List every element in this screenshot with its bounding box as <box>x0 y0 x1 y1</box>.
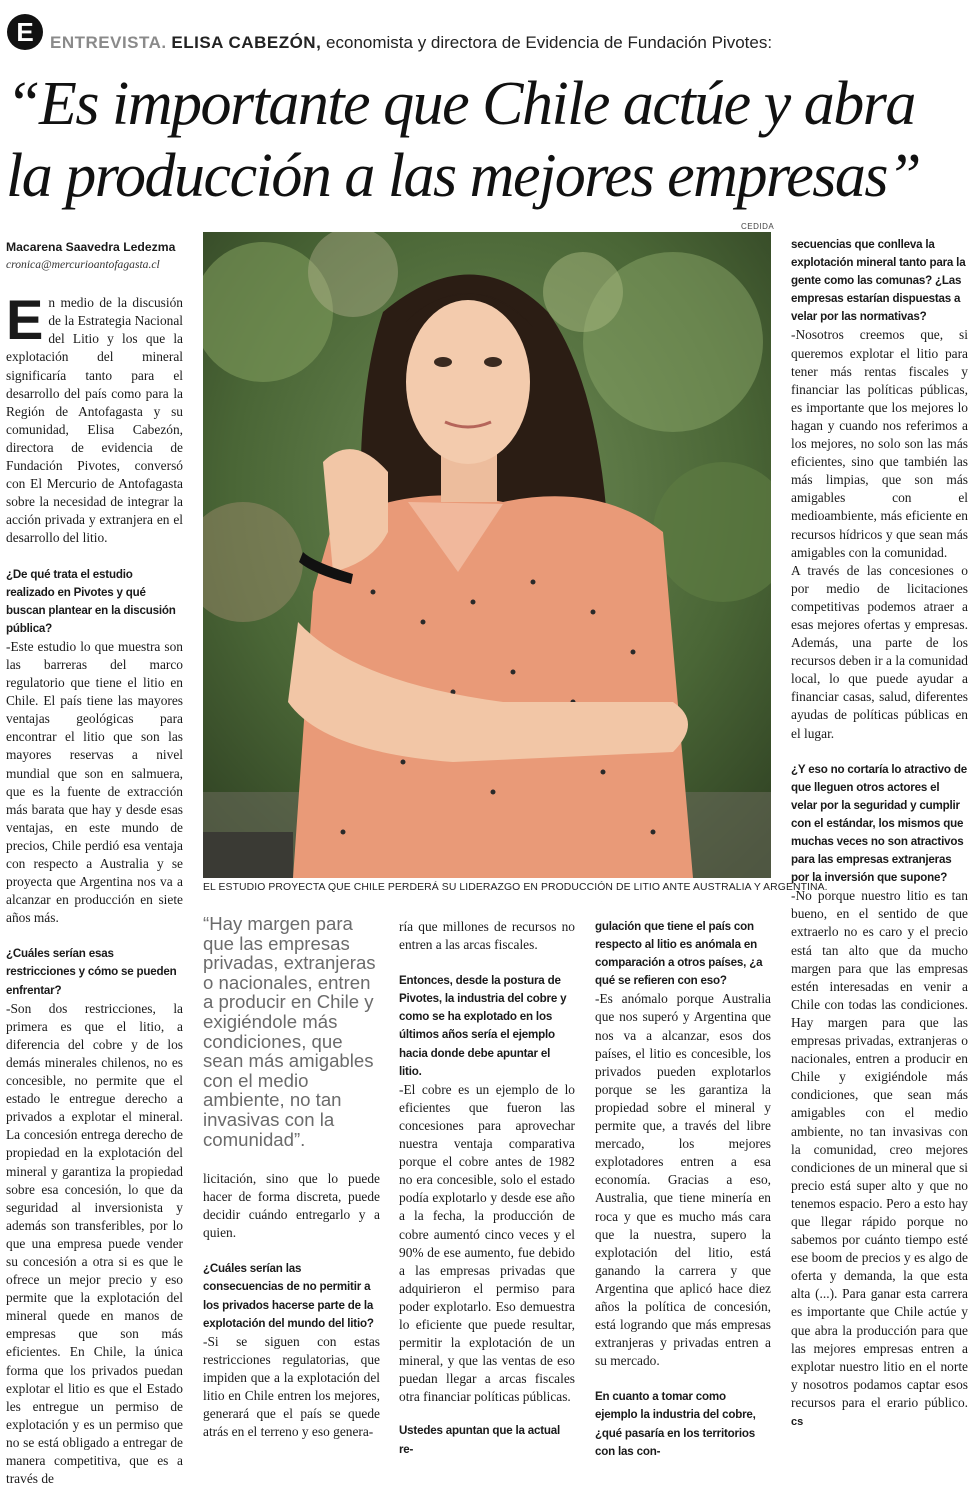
answer: -No porque nuestro litio es tan bueno, en el sentido de que extraerlo no es caro y el precio está tan alto que da mucho margen para que las empresas estén interesadas en venir a Chile con todas las condiciones. Hay margen para que las empresas privadas, extranjeras o nacionales, entren a producir en Chile y exigiéndole más condiciones, que sean más amigables con el medio ambiente, no tan invasivas con la comunidad, creo mejores condiciones de un mineral que si precio está super alto y que no tenemos espacio. Pero a esto hay que llegar rápido porque no sabemos por cuánto tiempo esté ese boom de precios y es algo de oferta y demanda, la que esta alta (...). Para ganar esta carrera es importante que Chile actúe y que abra la producción para que las mejores empresas entren a explotar nuestro litio en el norte y nosotros podamos captar esos recursos para el erario público. cs <box>791 888 968 1428</box>
question: En cuanto a tomar como ejemplo la industria del cobre, ¿qué pasaría en los territorios con las con- <box>595 1390 756 1458</box>
photo-credit: CEDIDA <box>741 222 775 231</box>
answer: -Son dos restricciones, la primera es que el litio, a diferencia del cobre y de los demás minerales chilenos, no es concesible, no permite que el estado le entregue derecho a privados a explotar el mineral. La concesión entrega derecho de propiedad en la explotación del mineral y garantiza la propiedad sobre esa concesión, lo que da seguridad al inversionista y además son transferibles, por lo que una empresa puede vender su concesión a otra si es que le ofrece un mejor precio y eso permite que la explotación del mineral quede en manos de empresas que son más eficientes. En Chile, la única forma que los privados puedan explotar el litio es que el Estado les entregue un permiso de explotación y es un permiso que no se está obligado a entregar de manera competitiva, que es a través de <box>6 1000 183 1487</box>
pull-quote: “Hay margen para que las empresas privadas, extranjeras o nacionales, entren a producir en Chile y exigiéndole más condiciones, que sean más amigables con el medio ambiente, no tan invasivas con la comunidad”. <box>203 913 376 1150</box>
question: Entonces, desde la postura de Pivotes, la industria del cobre y como se ha explotado en los últimos años sería el ejemplo hacia donde debe apuntar el litio. <box>399 974 567 1078</box>
end-mark: cs <box>791 1416 804 1428</box>
column-2 <box>203 1170 380 1441</box>
section-badge: E <box>7 14 43 50</box>
answer: -Nosotros creemos que, si queremos explotar el litio para tener más rentas fiscales y financiar las políticas públicas, es importante que los mejores lo hagan y cuando nos referimos a los mejores, no solo son las más eficientes, sino que también las más limpias, que son más amigables con el medioambiente, más eficiente en recursos hídricos y que sean más amigables con la comunidad. <box>791 327 968 560</box>
interviewee-name: ELISA CABEZÓN, <box>171 33 322 52</box>
kicker <box>50 33 772 53</box>
answer-continued: ría que millones de recursos no entren a las arcas fiscales. <box>399 919 575 953</box>
answer: -El cobre es un ejemplo de lo eficientes que fueron las concesiones para aprovechar nuestra ventaja comparativa porque el cobre antes de 1982 no era concesible, solo el estado podía explotarlo y desde ese año a la fecha, la producción de cobre aumentó cinco veces y el 90% de ese aumento, fue debido a las empresas privadas que adquirieron el permiso para poder explotarlo. Eso demuestra lo eficiente que puede resultar, permitir la explotación de un mineral, y que las ventas de eso puedan llegar a arcas fiscales otra financiar políticas públicas. <box>399 1081 575 1405</box>
column-1 <box>6 238 183 1488</box>
answer: A través de las concesiones o por medio de licitaciones competitivas podemos atraer a esas mejores ofertas y empresas. Además, una parte de los recursos deben ir a la comunidad local, lo que puede ayudar a financiar casas, salud, diferentes ayudas de políticas públicas en el lugar. <box>791 562 968 741</box>
question: ¿De qué trata el estudio realizado en Pivotes y qué buscan plantear en la discusión pública? <box>6 567 176 635</box>
question-continued: gulación que tiene el país con respecto al litio es anómala en comparación a otros países, ¿a qué se refieren con eso? <box>595 920 763 988</box>
question-continued: secuencias que conlleva la explotación mineral tanto para la gente como las comunas? ¿Las empresas estarían dispuestas a velar por las normativas? <box>791 238 966 324</box>
answer: -Este estudio lo que muestra son las barreras del marco regulatorio que tiene el litio en Chile. El país tiene las mayores ventajas geológicas para encontrar el litio que son las mayores reservas a nivel mundial que son en salmuera, que es la fuente de extracción más barata que hay y desde esas ventajas, en este mundo de precios, Chile perdió esa ventaja con respecto a Australia y se proyecta que Argentina nos va a alcanzar en producción en siete años más. <box>6 638 183 926</box>
portrait-illustration <box>203 232 771 878</box>
photo-caption: EL ESTUDIO PROYECTA QUE CHILE PERDERÁ SU LIDERAZGO EN PRODUCCIÓN DE LITIO ANTE AUSTRALIA Y ARGENTINA. <box>203 882 828 893</box>
byline-author: Macarena Saavedra Ledezma <box>6 240 176 254</box>
question: Ustedes apuntan que la actual re- <box>399 1424 561 1456</box>
portrait-photo <box>203 232 771 878</box>
lead-paragraph: En medio de la discusión de la Estrategia Nacional del Litio y los que la explotación del mineral significaría tanto para el desarrollo del país como para la Región de Antofagasta y su comunidad, Elisa Cabezón, directora de evidencia de Fundación Pivotes, conversó con El Mercurio de Antofagasta sobre la necesidad de integrar la acción privada y extranjera en el desarrollo del litio. <box>6 288 183 546</box>
drop-cap: E <box>6 288 44 352</box>
column-4 <box>595 918 771 1461</box>
interviewee-role: economista y directora de Evidencia de Fundación Pivotes: <box>321 33 773 52</box>
answer-continued: licitación, sino que lo puede hacer de forma discreta, puede decidir cuándo entregarlo y a quien. <box>203 1171 380 1241</box>
answer: -Es anómalo porque Australia que nos superó y Argentina que nos va a alcanzar, esos dos países, el litio es concesible, los privados pueden explotarlos porque se les garantiza la propiedad sobre el mineral y permite que, a través del libre mercado, los mejores explotadores entren a esa economía. Gracias a eso, Australia, que tiene minería en roca y que es mucho más cara que la nuestra, supero la explotación del litio, está ganando la carrera y que Argentina que aplicó hace diez años la política de concesión, está logrando que más empresas extranjeras y privadas entren a su mercado. <box>595 991 771 1369</box>
question: ¿Y eso no cortaría lo atractivo de que lleguen otros actores el velar por la seguridad y cumplir con el estándar, los mismos que muchas veces no son atractivos para las empresas extranjeras por la inversión que supone? <box>791 762 967 885</box>
question: ¿Cuáles serían las consecuencias de no permitir a los privados hacerse parte de la explotación del mundo del litio? <box>203 1262 374 1330</box>
column-5 <box>791 236 968 1431</box>
answer: -Si se siguen con estas restricciones regulatorias, que impiden que a la explotación del litio en Chile entren los mejores, generará que el país se quede atrás en el terreno y eso genera- <box>203 1333 380 1440</box>
question: ¿Cuáles serían esas restricciones y cómo se pueden enfrentar? <box>6 947 177 997</box>
byline-email: cronica@mercurioantofagasta.cl <box>6 258 160 272</box>
column-3 <box>399 918 575 1459</box>
headline: “Es importante que Chile actúe y abra la producción a las mejores empresas” <box>6 70 921 210</box>
section-label: ENTREVISTA. <box>50 33 167 52</box>
